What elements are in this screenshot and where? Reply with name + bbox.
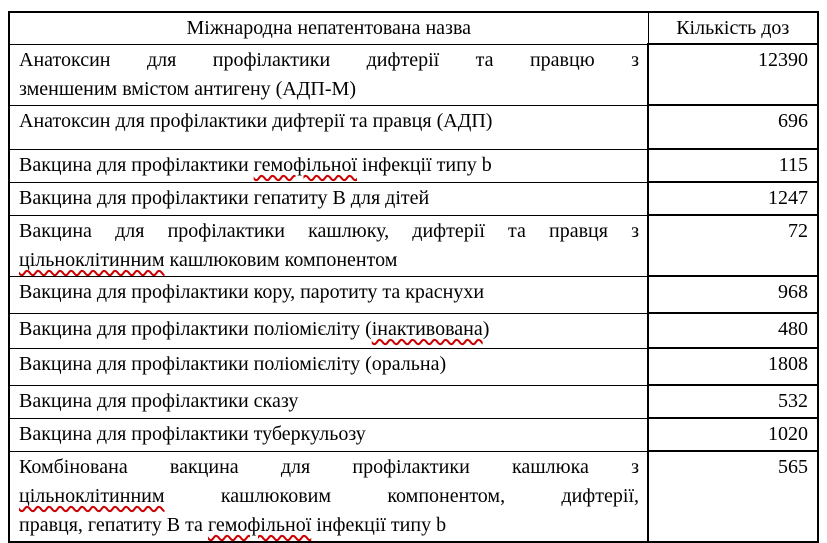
misspelled-word: гемофільної: [207, 513, 312, 536]
doses-value-cell: 565: [648, 451, 818, 542]
table-row: [9, 348, 818, 385]
name-line: [19, 246, 639, 275]
vaccine-name-cell: [9, 149, 648, 182]
doses-value-cell: 532: [648, 385, 818, 418]
column-header-name: Міжнародна непатентована назва: [9, 12, 648, 44]
table-row: [9, 182, 818, 215]
vaccine-name-cell: [9, 215, 648, 276]
name-text: Вакцина для профілактики туберкульозу: [19, 422, 366, 445]
name-text: Вакцина для профілактики кашлюку, дифтерії та правця з: [19, 219, 639, 242]
vaccine-name-cell: [9, 182, 648, 215]
column-header-doses: Кількість доз: [648, 12, 818, 44]
table-row: [9, 385, 818, 418]
table-row: [9, 149, 818, 182]
doses-value-cell: 72: [648, 215, 818, 276]
name-text: Комбінована вакцина для профілактики кашлюка з: [19, 455, 639, 478]
name-line: [19, 46, 639, 75]
name-text: правця, гепатиту В та: [19, 513, 208, 536]
table-row: [9, 313, 818, 348]
table-row: [9, 215, 818, 276]
misspelled-word: цільноклітинним: [19, 248, 165, 271]
name-text: Вакцина для профілактики сказу: [19, 389, 299, 412]
table-row: [9, 44, 818, 105]
name-text: кашлюковим компонентом: [164, 248, 398, 271]
name-text: Вакцина для профілактики поліомієліту (: [19, 317, 372, 340]
table-header-row: [9, 12, 818, 44]
misspelled-word: інактивована: [371, 317, 483, 340]
name-text: Анатоксин для профілактики дифтерії та правцю з: [19, 48, 639, 71]
table-row: [9, 451, 818, 542]
doses-value-cell: 696: [648, 105, 818, 149]
table-row: [9, 105, 818, 149]
table-row: [9, 276, 818, 313]
doses-value-cell: 1247: [648, 182, 818, 215]
name-text: інфекції типу b: [311, 513, 447, 536]
name-text: Анатоксин для профілактики дифтерії та правця (АДП): [19, 109, 493, 132]
name-text: ): [482, 317, 490, 340]
vaccine-name-cell: [9, 276, 648, 313]
name-text: Вакцина для профілактики кору, паротиту та краснухи: [19, 280, 485, 303]
vaccine-name-cell: [9, 313, 648, 348]
doses-value-cell: 115: [648, 149, 818, 182]
name-line: [19, 217, 639, 246]
name-line: [19, 453, 639, 482]
vaccine-name-cell: [9, 348, 648, 385]
doses-value-cell: 480: [648, 313, 818, 348]
name-line: [19, 511, 639, 540]
name-text: зменшеним вмістом антигену (АДП-М): [19, 77, 356, 100]
misspelled-word: цільноклітинним: [19, 484, 165, 507]
doses-value-cell: 12390: [648, 44, 818, 105]
name-text: кашлюковим компонентом, дифтерії,: [164, 484, 639, 507]
table-row: [9, 418, 818, 451]
doses-value-cell: 1808: [648, 348, 818, 385]
vaccine-name-cell: [9, 385, 648, 418]
name-text: Вакцина для профілактики гепатиту В для дітей: [19, 186, 430, 209]
name-text: Вакцина для профілактики: [19, 153, 254, 176]
vaccine-name-cell: [9, 418, 648, 451]
doses-value-cell: 968: [648, 276, 818, 313]
name-line: [19, 482, 639, 511]
vaccine-name-cell: [9, 105, 648, 149]
vaccine-name-cell: [9, 44, 648, 105]
misspelled-word: гемофільної: [253, 153, 358, 176]
name-text: Вакцина для профілактики поліомієліту (оральна): [19, 352, 447, 375]
vaccine-doses-table: [8, 11, 819, 543]
vaccine-name-cell: [9, 451, 648, 542]
name-line: [19, 75, 639, 104]
name-text: інфекції типу b: [357, 153, 492, 176]
doses-value-cell: 1020: [648, 418, 818, 451]
